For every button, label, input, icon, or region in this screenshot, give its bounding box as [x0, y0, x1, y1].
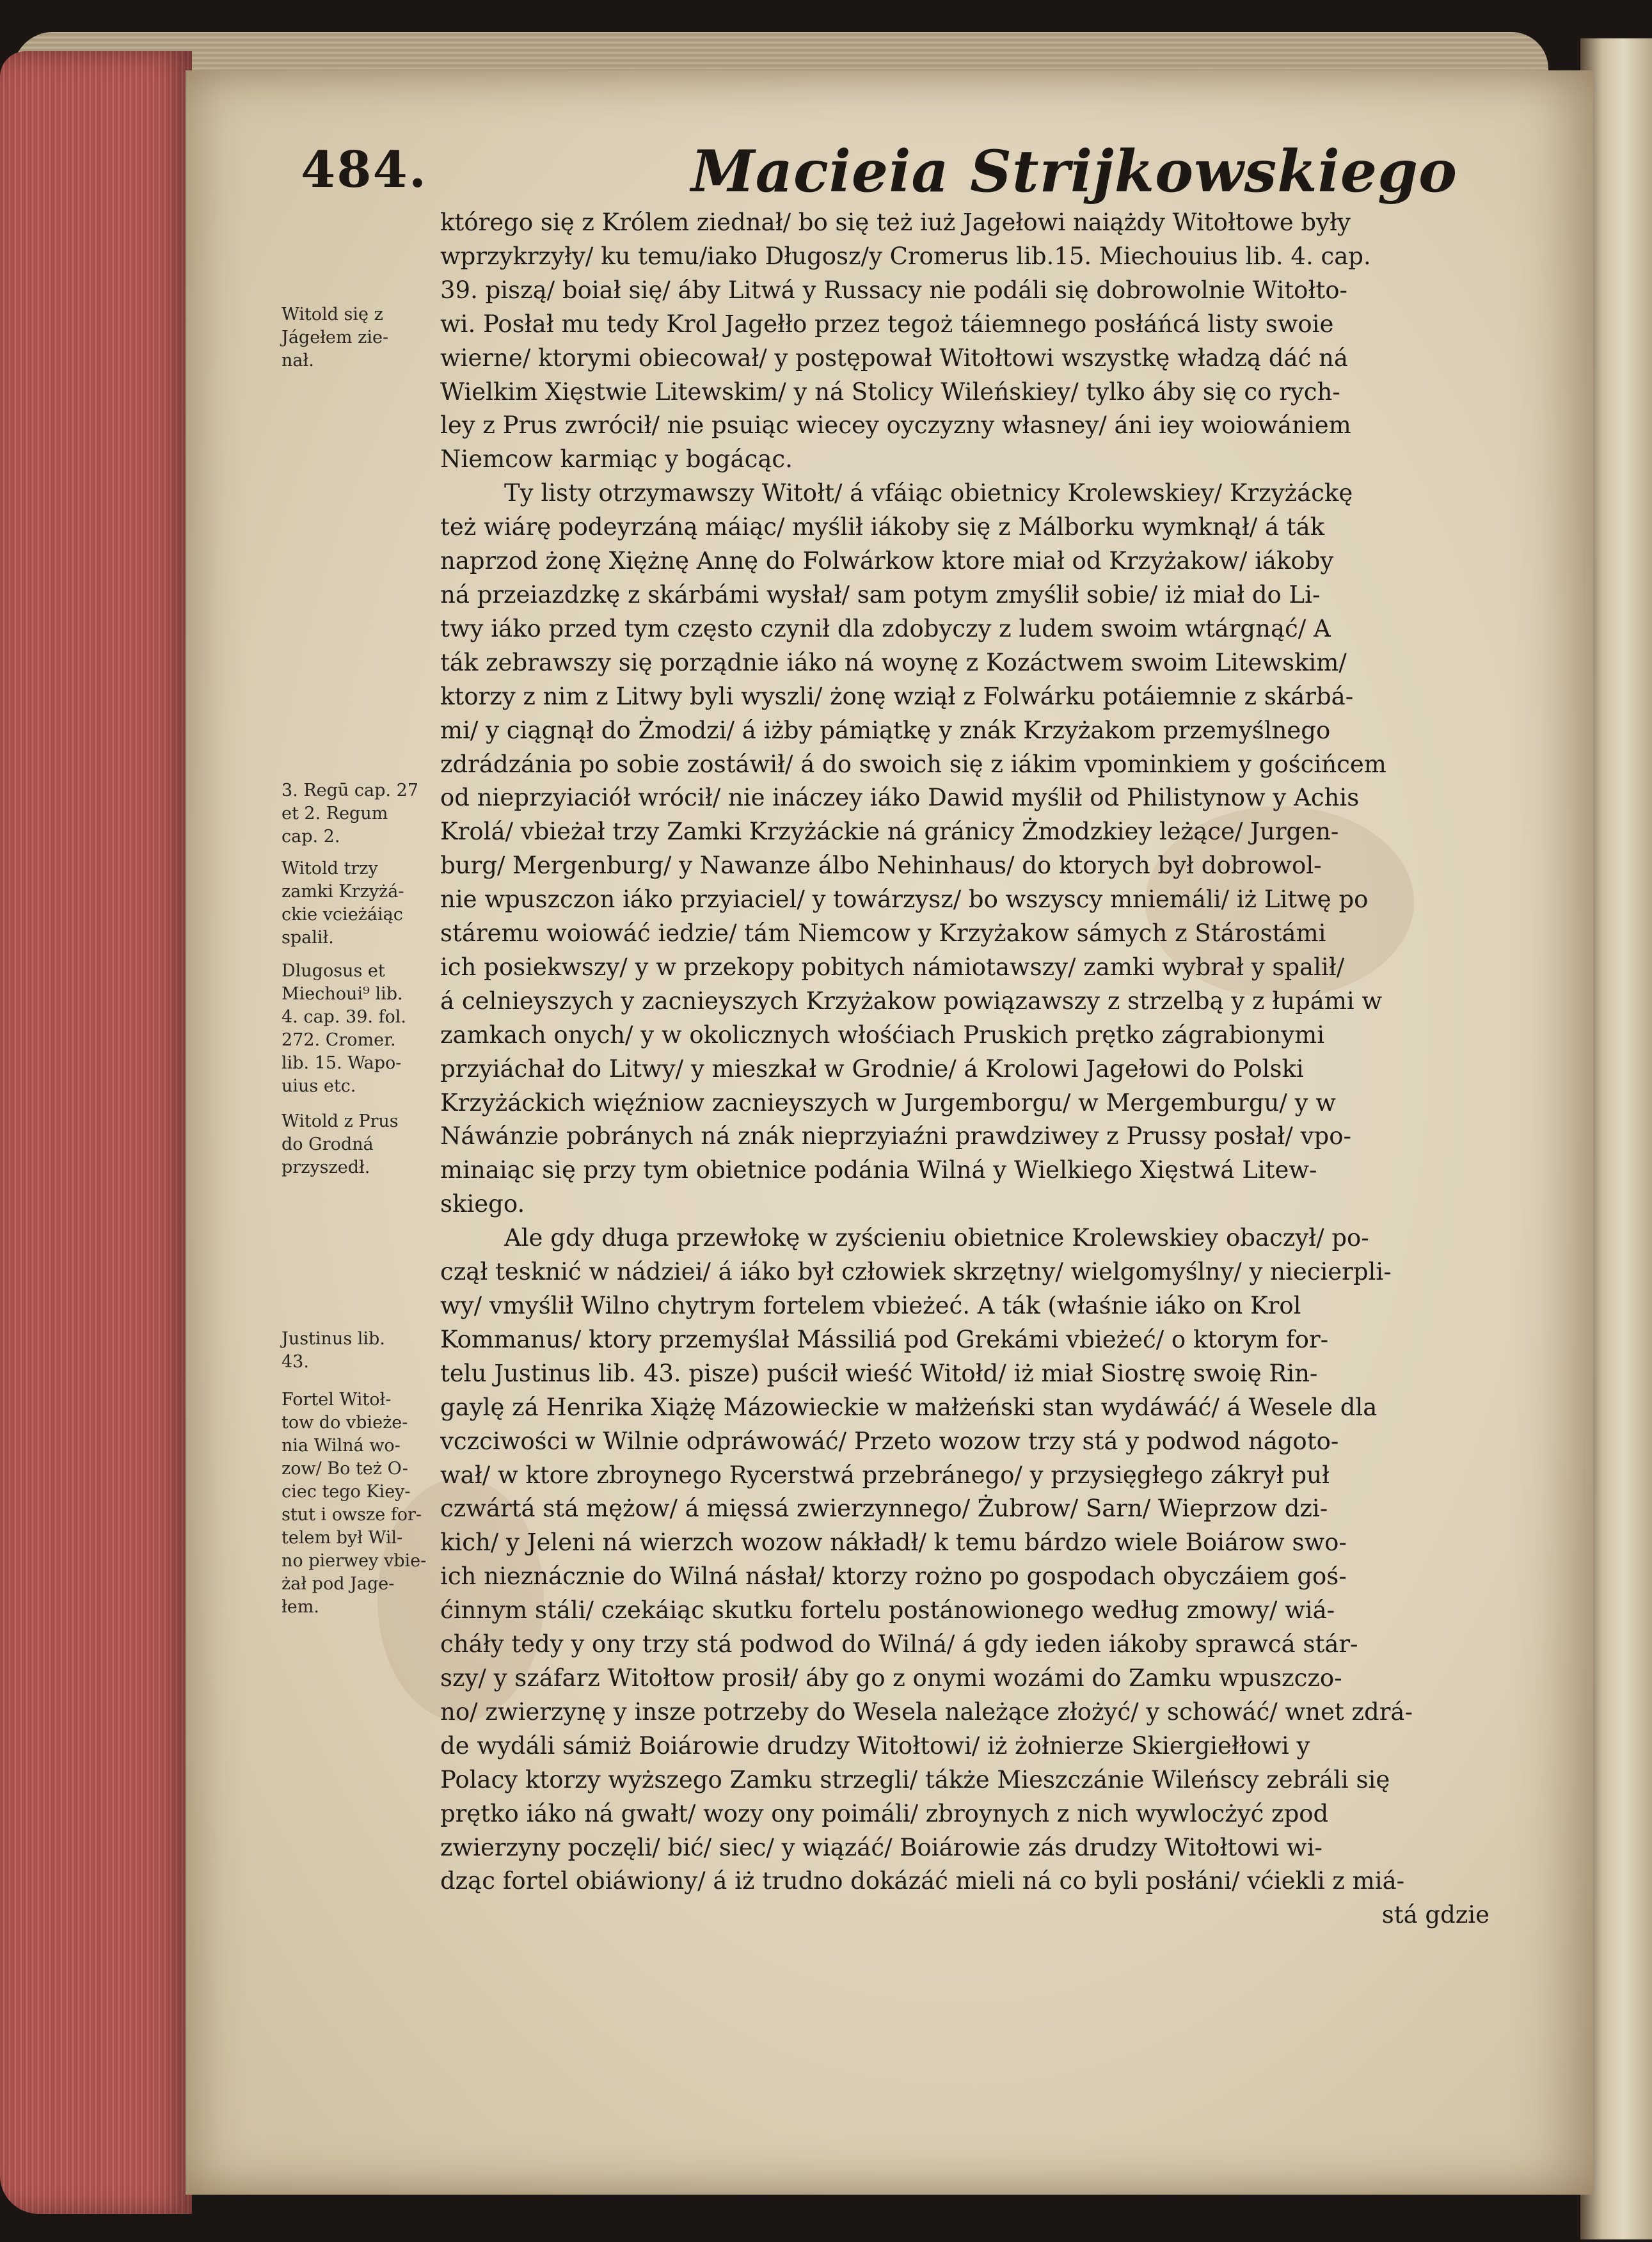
text-line: Wielkim Xięstwie Litewskim/ y ná Stolicy Wileńskiey/ tylko áby się co rych-	[440, 378, 1340, 406]
text-line: zwierzyny poczęli/ bić/ siec/ y wiązáć/ Boiárowie zás drudzy Witołtowi wi-	[440, 1833, 1322, 1861]
text-line: którego się z Królem ziednał/ bo się też iuż Jagełowi naiążdy Witołtowe były	[440, 209, 1351, 236]
text-line: Ty listy otrzymawszy Witołt/ á vfáiąc obietnicy Krolewskiey/ Krzyżáckę	[504, 479, 1353, 507]
text-line: Niemcow karmiąc y bogácąc.	[440, 445, 793, 473]
margin-note: Witold trzy zamki Krzyżá- ckie vcieżáiąc spalił.	[282, 859, 404, 948]
text-line: no/ zwierzynę y insze potrzeby do Wesela należące złożyć/ y schowáć/ wnet zdrá-	[440, 1697, 1413, 1726]
text-line: á celnieyszych y zacnieyszych Krzyżakow powiązawszy z strzelbą y z łupámi w	[440, 987, 1383, 1015]
page-number: 484.	[301, 141, 427, 199]
page-edges-left	[0, 51, 192, 2214]
text-line: Náwánzie pobránych ná znák nieprzyiaźni prawdziwey z Prussy posłał/ vpo-	[440, 1122, 1352, 1150]
text-line: od nieprzyiaciół wrócił/ nie ináczey iáko Dawid myślił od Philistynow y Achis	[440, 784, 1360, 812]
margin-note: Dlugosus et Miechoui⁹ lib. 4. cap. 39. fol. 272. Cromer. lib. 15. Wapo- uius etc.	[282, 961, 406, 1096]
text-line: wał/ w ktore zbroynego Rycerstwá przebránego/ y przysięgłego zákrył puł	[440, 1461, 1330, 1489]
text-line: wierne/ ktorymi obiecował/ y postępował Witołtowi wszystkę władzą dáć ná	[440, 344, 1348, 372]
text-line: Krzyżáckich więźniow zacnieyszych w Jurgemborgu/ w Mergemburgu/ y w	[440, 1088, 1336, 1117]
text-line: Polacy ktorzy wyższego Zamku strzegli/ tákże Mieszczánie Wileńscy zebráli się	[440, 1765, 1390, 1793]
text-line: nie wpuszczon iáko przyiaciel/ y towárzysz/ bo wszyscy mniemáli/ iż Litwę po	[440, 886, 1369, 914]
text-line: ich nieznácznie do Wilná násłał/ ktorzy rożno po gospodach obyczáiem goś-	[440, 1562, 1347, 1591]
text-line: wi. Posłał mu tedy Krol Jagełło przez tegoż táiemnego posłáńcá listy swoie	[440, 310, 1334, 338]
margin-note: Fortel Witoł- tow do vbieże- nia Wilná wo- zow/ Bo też O- ciec tego Kiey- stut i owsze for- telem był Wil- no pierwey vbie- żał pod Jage- łem.	[282, 1390, 427, 1617]
text-line: telu Justinus lib. 43. pisze) puścił wieść Witołd/ iż miał Siostrę swoię Rin-	[440, 1359, 1318, 1387]
text-line: wprzykrzyły/ ku temu/iako Długosz/y Cromerus lib.15. Miechouius lib. 4. cap.	[440, 242, 1371, 270]
text-line: twy iáko przed tym często czynił dla zdobyczy z ludem swoim wtárgnąć/ A	[440, 614, 1331, 642]
text-line: 39. piszą/ boiał się/ áby Litwá y Russacy nie podáli się dobrowolnie Witołto-	[440, 276, 1348, 304]
body-text	[440, 206, 1489, 1932]
text-line: zdrádzánia po sobie zostáwił/ á do swoich się z iákim vpominkiem y gościńcem	[440, 750, 1386, 778]
text-line: prętko iáko ná gwałt/ wozy ony poimáli/ zbroynych z nich wywlocżyć zpod	[440, 1799, 1329, 1827]
text-line: zamkach onych/ y w okolicznych włośćiach Pruskich prętko zágrabionymi	[440, 1021, 1325, 1049]
text-line: Ale gdy długa przewłokę w zyścieniu obietnice Krolewskiey obaczył/ po-	[504, 1224, 1369, 1252]
text-line: skiego.	[440, 1190, 525, 1218]
text-line: ley z Prus zwrócił/ nie psuiąc wiecey oyczyzny własney/ áni iey woiowániem	[440, 411, 1351, 440]
text-line: przyiáchał do Litwy/ y mieszkał w Grodnie/ á Krolowi Jagełowi do Polski	[440, 1054, 1304, 1083]
running-head: Macieia Strijkowskiego	[691, 138, 1458, 205]
text-line: ktorzy z nim z Litwy byli wyszli/ żonę wziął z Folwárku potáiemnie z skárbá-	[440, 682, 1354, 710]
text-line: stáremu woiowáć iedzie/ tám Niemcow y Krzyżakow sámych z Stárostámi	[440, 919, 1326, 948]
text-line: naprzod żonę Xiężnę Annę do Folwárkow ktore miał od Krzyżakow/ iákoby	[440, 547, 1334, 575]
text-line: wy/ vmyślił Wilno chytrym fortelem vbieżeć. A ták (właśnie iáko on Krol	[440, 1292, 1301, 1319]
text-line: mi/ y ciągnął do Żmodzi/ á iżby pámiątkę y znák Krzyżakom przemyślnego	[440, 716, 1331, 744]
text-line: minaiąc się przy tym obietnice podánia Wilná y Wielkiego Xięstwá Litew-	[440, 1156, 1317, 1184]
text-line: vczciwości w Wilnie odpráwowáć/ Przeto wozow trzy stá y podwod nágoto-	[440, 1427, 1339, 1455]
text-line: ná przeiazdzkę z skárbámi wysłał/ sam potym zmyślił sobie/ iż miał do Li-	[440, 580, 1321, 608]
text-line: gaylę zá Henrika Xiążę Mázowieckie w małżeński stan wydáwáć/ á Wesele dla	[440, 1393, 1378, 1421]
text-line: burg/ Mergenburg/ y Nawanze álbo Nehinhaus/ do ktorych był dobrowol-	[440, 852, 1322, 880]
margin-note: Witold się z Jágełem zie- nał.	[282, 305, 389, 370]
text-line: Kommanus/ ktory przemyślał Mássiliá pod Grekámi vbieżeć/ o ktorym for-	[440, 1325, 1329, 1353]
text-line: de wydáli sámiż Boiárowie drudzy Witołtowi/ iż żołnierze Skiergiełłowi y	[440, 1731, 1310, 1760]
margin-note: 3. Regū cap. 27 et 2. Regum cap. 2.	[282, 781, 418, 847]
margin-note: Justinus lib. 43.	[282, 1329, 385, 1372]
text-line: cháły tedy y ony trzy stá podwod do Wilná/ á gdy ieden iákoby sprawcá stár-	[440, 1630, 1358, 1658]
text-line: też wiárę podeyrzáną máiąc/ myślił iákoby się z Málborku wymknął/ á ták	[440, 513, 1325, 541]
text-line: czął tesknić w nádziei/ á iáko był człowiek skrzętny/ wielgomyślny/ y niecierpli-	[440, 1258, 1392, 1286]
margin-note: Witold z Prus do Grodná przyszedł.	[282, 1111, 399, 1177]
text-line: ták zebrawszy się porządnie iáko ná woynę z Kozáctwem swoim Litewskim/	[440, 648, 1347, 676]
text-line: szy/ y száfarz Witołtow prosił/ áby go z onymi wozámi do Zamku wpuszczo-	[440, 1664, 1342, 1692]
text-line: czwártá stá mężow/ á mięssá zwierzynnego/ Żubrow/ Sarn/ Wieprzow dzi-	[440, 1495, 1328, 1523]
text-line: kich/ y Jeleni ná wierzch wozow nákładł/ k temu bárdzo wiele Boiárow swo-	[440, 1529, 1347, 1557]
text-line: ćinnym stáli/ czekáiąc skutku fortelu postánowionego według zmowy/ wiá-	[440, 1596, 1335, 1625]
text-line: Krolá/ vbieżał trzy Zamki Krzyżáckie ná gránicy Żmodzkiey leżące/ Jurgen-	[440, 818, 1339, 846]
text-line: dząc fortel obiáwiony/ á iż trudno dokázáć mieli ná co byli posłáni/ vćiekli z miá-	[440, 1867, 1405, 1895]
text-line: stá gdzie	[1381, 1901, 1489, 1929]
text-line: ich posiekwszy/ y w przekopy pobitych námiotawszy/ zamki wybrał y spalił/	[440, 953, 1345, 981]
